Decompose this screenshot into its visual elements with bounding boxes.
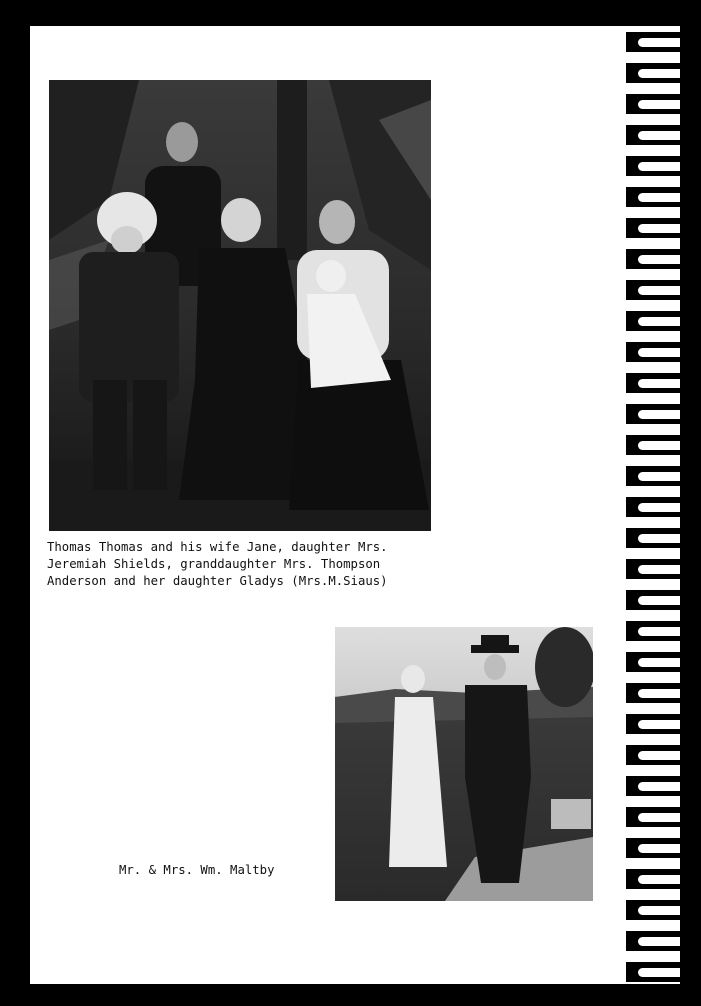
binding-ring: [626, 404, 680, 424]
caption-line: Jeremiah Shields, granddaughter Mrs. Thompson: [47, 557, 381, 571]
binding-ring: [626, 63, 680, 83]
binding-ring: [626, 683, 680, 703]
binding-ring: [626, 311, 680, 331]
couple-photo-caption: [119, 862, 274, 879]
binding-ring: [626, 714, 680, 734]
binding-ring: [626, 435, 680, 455]
binding-ring: [626, 156, 680, 176]
binding-ring: [626, 528, 680, 548]
binding-ring: [626, 652, 680, 672]
family-photograph-image: [49, 80, 431, 531]
couple-photograph: [335, 627, 593, 901]
binding-ring: [626, 590, 680, 610]
binding-ring: [626, 187, 680, 207]
binding-ring: [626, 466, 680, 486]
binding-ring: [626, 125, 680, 145]
binding-ring: [626, 931, 680, 951]
document-page: [30, 26, 680, 984]
binding-ring: [626, 869, 680, 889]
caption-line: Mr. & Mrs. Wm. Maltby: [119, 863, 275, 877]
binding-ring: [626, 745, 680, 765]
binding-ring: [626, 807, 680, 827]
binding-ring: [626, 621, 680, 641]
binding-ring: [626, 962, 680, 982]
binding-ring: [626, 249, 680, 269]
binding-ring: [626, 32, 680, 52]
binding-ring: [626, 838, 680, 858]
binding-ring: [626, 497, 680, 517]
binding-ring: [626, 776, 680, 796]
binding-ring: [626, 559, 680, 579]
binding-ring: [626, 280, 680, 300]
spiral-binding: [626, 26, 680, 984]
binding-ring: [626, 94, 680, 114]
couple-photograph-image: [335, 627, 593, 901]
family-photograph: [49, 80, 431, 531]
caption-line: Anderson and her daughter Gladys (Mrs.M.Siaus): [47, 574, 388, 588]
binding-ring: [626, 373, 680, 393]
caption-line: Thomas Thomas and his wife Jane, daughter Mrs.: [47, 540, 388, 554]
binding-ring: [626, 900, 680, 920]
family-photo-caption: [47, 539, 388, 590]
binding-ring: [626, 342, 680, 362]
binding-ring: [626, 218, 680, 238]
